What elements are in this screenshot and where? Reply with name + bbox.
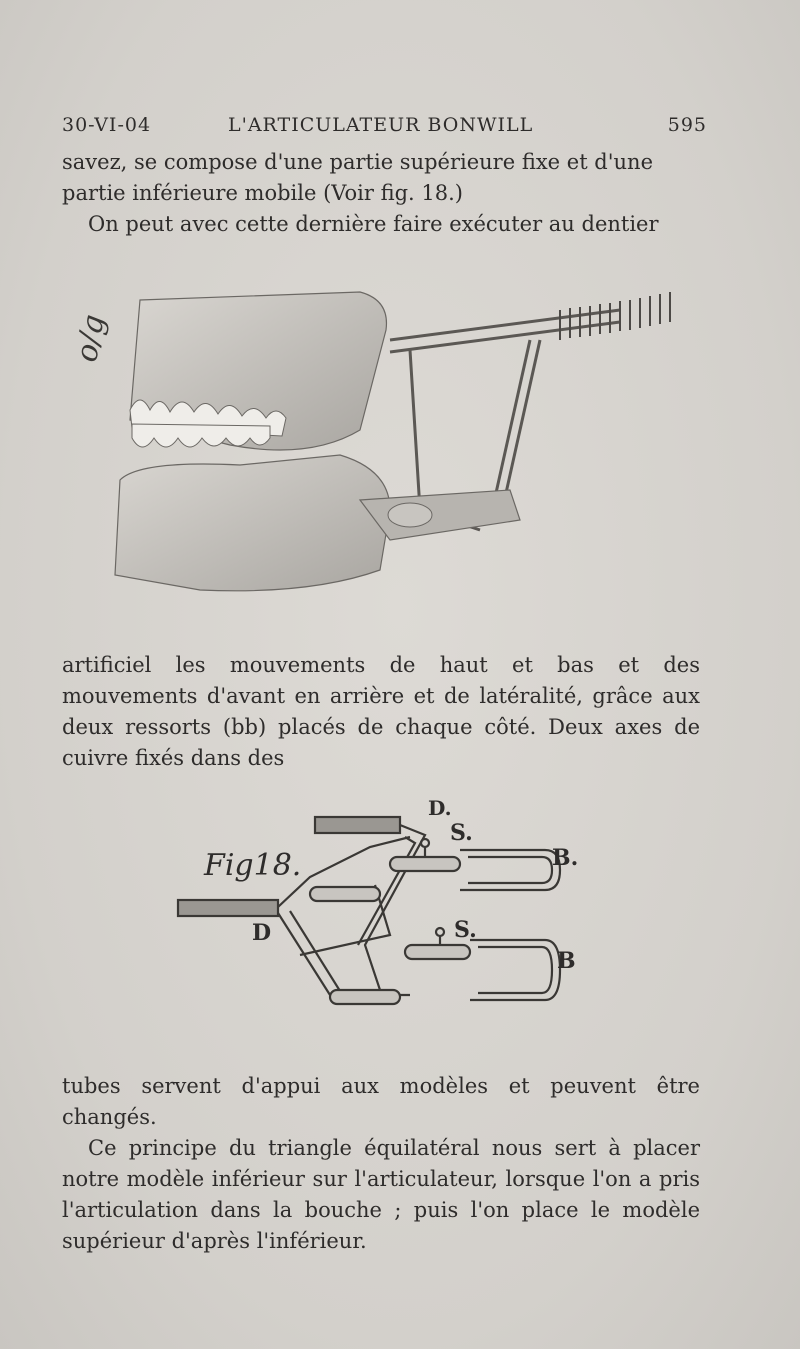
header-title: L'ARTICULATEUR BONWILL: [228, 114, 534, 136]
paragraph-intro: [62, 147, 700, 240]
text-line: savez, se compose d'une partie supérieure fixe et d'une: [62, 150, 654, 174]
label-d-top: D.: [428, 796, 452, 820]
page-number: 595: [667, 114, 707, 136]
figure-dentures-articulator: [60, 270, 700, 620]
figure1-label: o/g: [69, 311, 112, 365]
text-line: On peut avec cette dernière faire exécuter au dentier: [88, 212, 659, 236]
label-b-bottom: B: [557, 948, 576, 974]
paragraph-movements: artificiel les mouvements de haut et bas et des mouvements d'avant en arrière et de latéralité, grâce aux deux ressorts (bb) placés de chaque côté. Deux axes de cuivre fixés dans des: [62, 653, 700, 770]
header-date: 30-VI-04: [62, 114, 152, 136]
denture-illustration: [60, 270, 700, 620]
text-line: tubes servent d'appui aux modèles et peuvent être changés.: [62, 1074, 700, 1129]
label-s-bottom: S.: [454, 917, 477, 943]
articulator-schematic: [150, 795, 620, 1035]
label-s-top: S.: [450, 820, 473, 846]
text-block: Ce principe du triangle équilatéral nous sert à placer notre modèle inférieur sur l'articulateur, lorsque l'on a pris l'articulation dans la bouche ; puis l'on place le modèle supérieur d'après l'inférieur.: [62, 1136, 700, 1253]
figure-18-diagram: [150, 795, 620, 1035]
figure-caption: Fig18.: [204, 848, 302, 883]
running-header: [62, 114, 707, 142]
text-line: partie inférieure mobile (Voir fig. 18.): [62, 181, 463, 205]
label-d-left: D: [252, 920, 272, 946]
paragraph-conclusion: [62, 1071, 700, 1257]
label-b-top: B.: [552, 845, 579, 871]
